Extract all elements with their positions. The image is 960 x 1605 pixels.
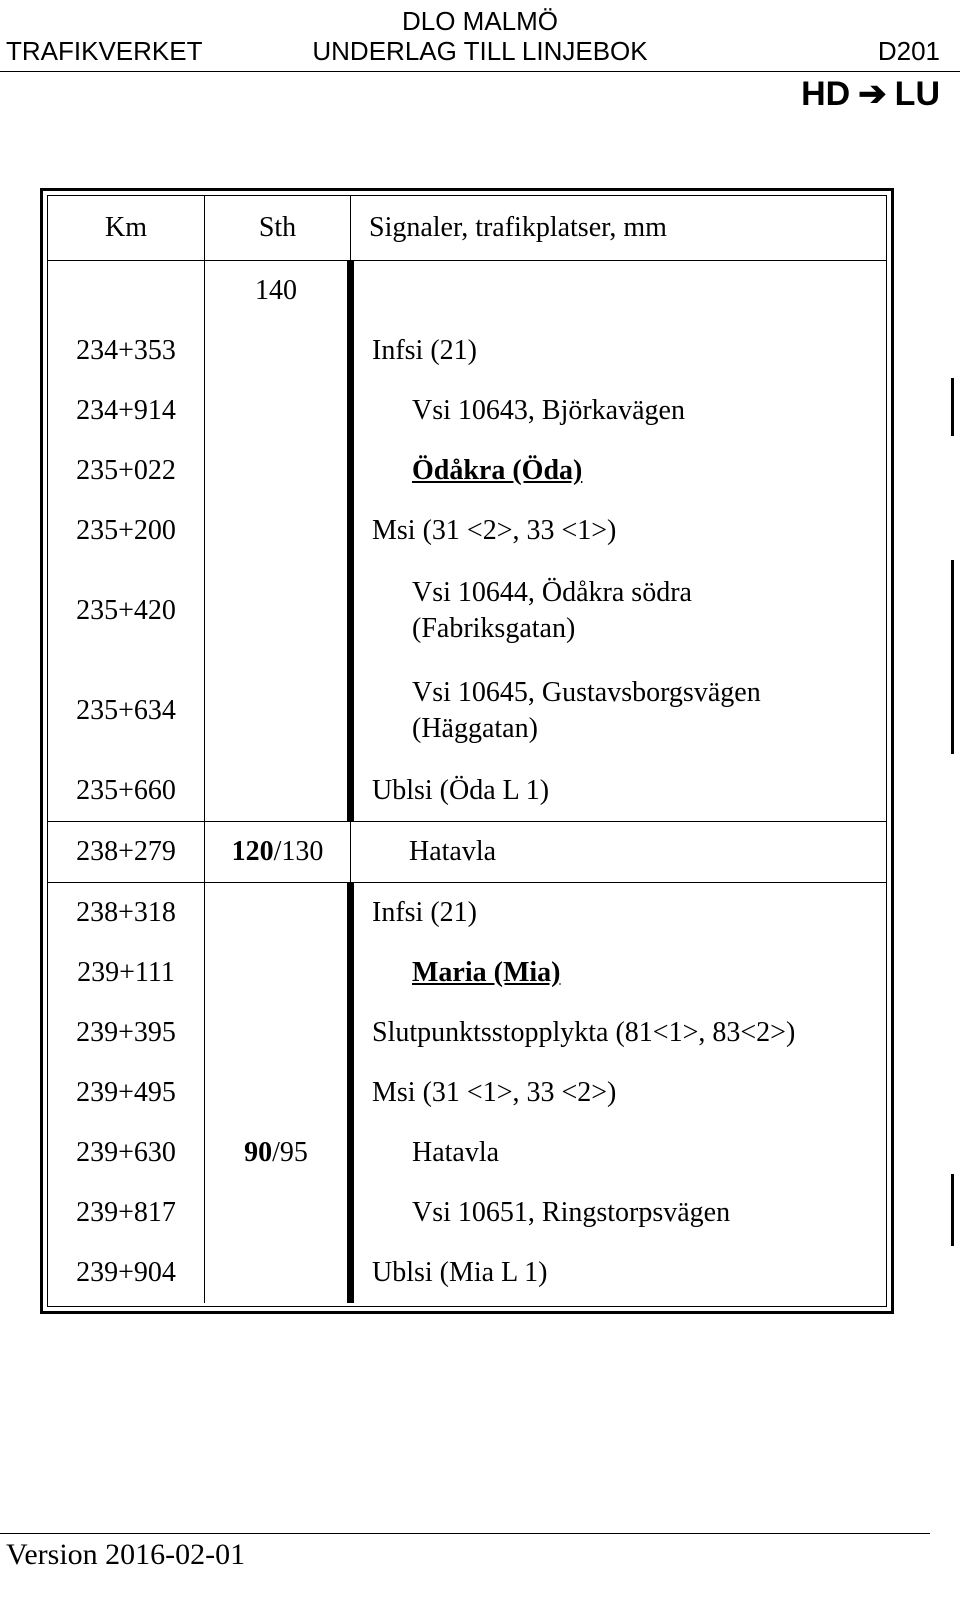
sth-cell [205, 661, 351, 761]
sth-cell [205, 561, 351, 661]
signal-cell [351, 261, 887, 322]
change-bar [951, 1174, 954, 1246]
signal-cell: Ublsi (Öda L 1) [351, 761, 887, 822]
km-cell: 234+353 [48, 321, 205, 381]
direction-label [801, 74, 940, 114]
table-row [48, 441, 886, 501]
sth-cell [205, 761, 351, 822]
signal-cell: Msi (31 <1>, 33 <2>) [372, 1077, 617, 1108]
km-cell: 239+817 [48, 1183, 205, 1243]
km-cell: 238+279 [48, 822, 205, 883]
km-cell: 239+111 [48, 943, 205, 1003]
table-row [48, 1243, 886, 1303]
table-row [48, 501, 886, 561]
change-bar [951, 378, 954, 436]
column-header-signals: Signaler, trafikplatser, mm [351, 196, 887, 261]
direction-to: LU [894, 75, 940, 113]
change-bar [951, 560, 954, 754]
line-table [48, 196, 886, 1303]
km-cell: 234+914 [48, 381, 205, 441]
table-row [48, 883, 886, 944]
sth-cell [205, 883, 351, 944]
signal-cell: Msi (31 <2>, 33 <1>) [372, 515, 617, 546]
km-cell [48, 261, 205, 322]
sth-cell [205, 943, 351, 1003]
km-cell: 235+660 [48, 761, 205, 822]
table-header-row [48, 196, 886, 261]
sth-cell [205, 1003, 351, 1063]
km-cell: 239+495 [48, 1063, 205, 1123]
signal-cell: Infsi (21) [372, 897, 477, 928]
header-rule [0, 71, 960, 72]
column-header-km: Km [48, 196, 205, 261]
column-header-sth: Sth [205, 196, 351, 261]
km-cell: 235+634 [48, 661, 205, 761]
km-cell: 239+395 [48, 1003, 205, 1063]
signal-cell: Ublsi (Mia L 1) [372, 1257, 548, 1288]
sth-cell [205, 1243, 351, 1303]
table-row [48, 1003, 886, 1063]
sth-cell: 140 [205, 261, 351, 322]
direction-from: HD [801, 75, 851, 113]
table-row [48, 1063, 886, 1123]
sth-cell [205, 1183, 351, 1243]
km-cell: 238+318 [48, 883, 205, 944]
sth-cell [205, 441, 351, 501]
line-table-frame [40, 188, 894, 1314]
header-title: UNDERLAG TILL LINJEBOK [312, 36, 648, 66]
station-name-cell: Ödåkra (Öda) [412, 455, 583, 486]
arrow-right-icon: ➔ [858, 75, 887, 113]
header-office: DLO MALMÖ [401, 6, 559, 36]
header-organization: TRAFIKVERKET [6, 36, 203, 66]
signal-cell: Infsi (21) [372, 335, 477, 366]
sth-cell: 120/130 [205, 822, 351, 883]
sth-cell [205, 1063, 351, 1123]
sth-cell [205, 381, 351, 441]
sth-cell: 90/95 [205, 1123, 351, 1183]
table-row [48, 261, 886, 322]
table-row [48, 661, 886, 761]
table-row [48, 321, 886, 381]
header-document-code: D201 [877, 36, 940, 66]
signal-cell: Vsi 10644, Ödåkra södra (Fabriksgatan) [412, 577, 692, 644]
table-row [48, 761, 886, 822]
station-name-cell: Maria (Mia) [412, 957, 561, 988]
km-cell: 239+630 [48, 1123, 205, 1183]
table-row [48, 1123, 886, 1183]
line-table-inner [47, 195, 887, 1307]
km-cell: 239+904 [48, 1243, 205, 1303]
table-row [48, 822, 886, 883]
signal-cell: Vsi 10651, Ringstorpsvägen [412, 1197, 731, 1228]
table-row [48, 561, 886, 661]
signal-cell: Vsi 10643, Björkavägen [412, 395, 685, 426]
signal-cell: Slutpunktsstopplykta (81<1>, 83<2>) [372, 1017, 796, 1048]
footer-version: Version 2016-02-01 [6, 1538, 246, 1571]
table-row [48, 1183, 886, 1243]
table-row [48, 381, 886, 441]
sth-cell [205, 501, 351, 561]
footer-rule [0, 1533, 930, 1534]
km-cell: 235+200 [48, 501, 205, 561]
table-row [48, 943, 886, 1003]
signal-cell: Vsi 10645, Gustavsborgsvägen (Häggatan) [412, 677, 761, 744]
sth-cell [205, 321, 351, 381]
km-cell: 235+022 [48, 441, 205, 501]
km-cell: 235+420 [48, 561, 205, 661]
signal-cell: Hatavla [351, 822, 887, 883]
signal-cell: Hatavla [412, 1137, 500, 1168]
